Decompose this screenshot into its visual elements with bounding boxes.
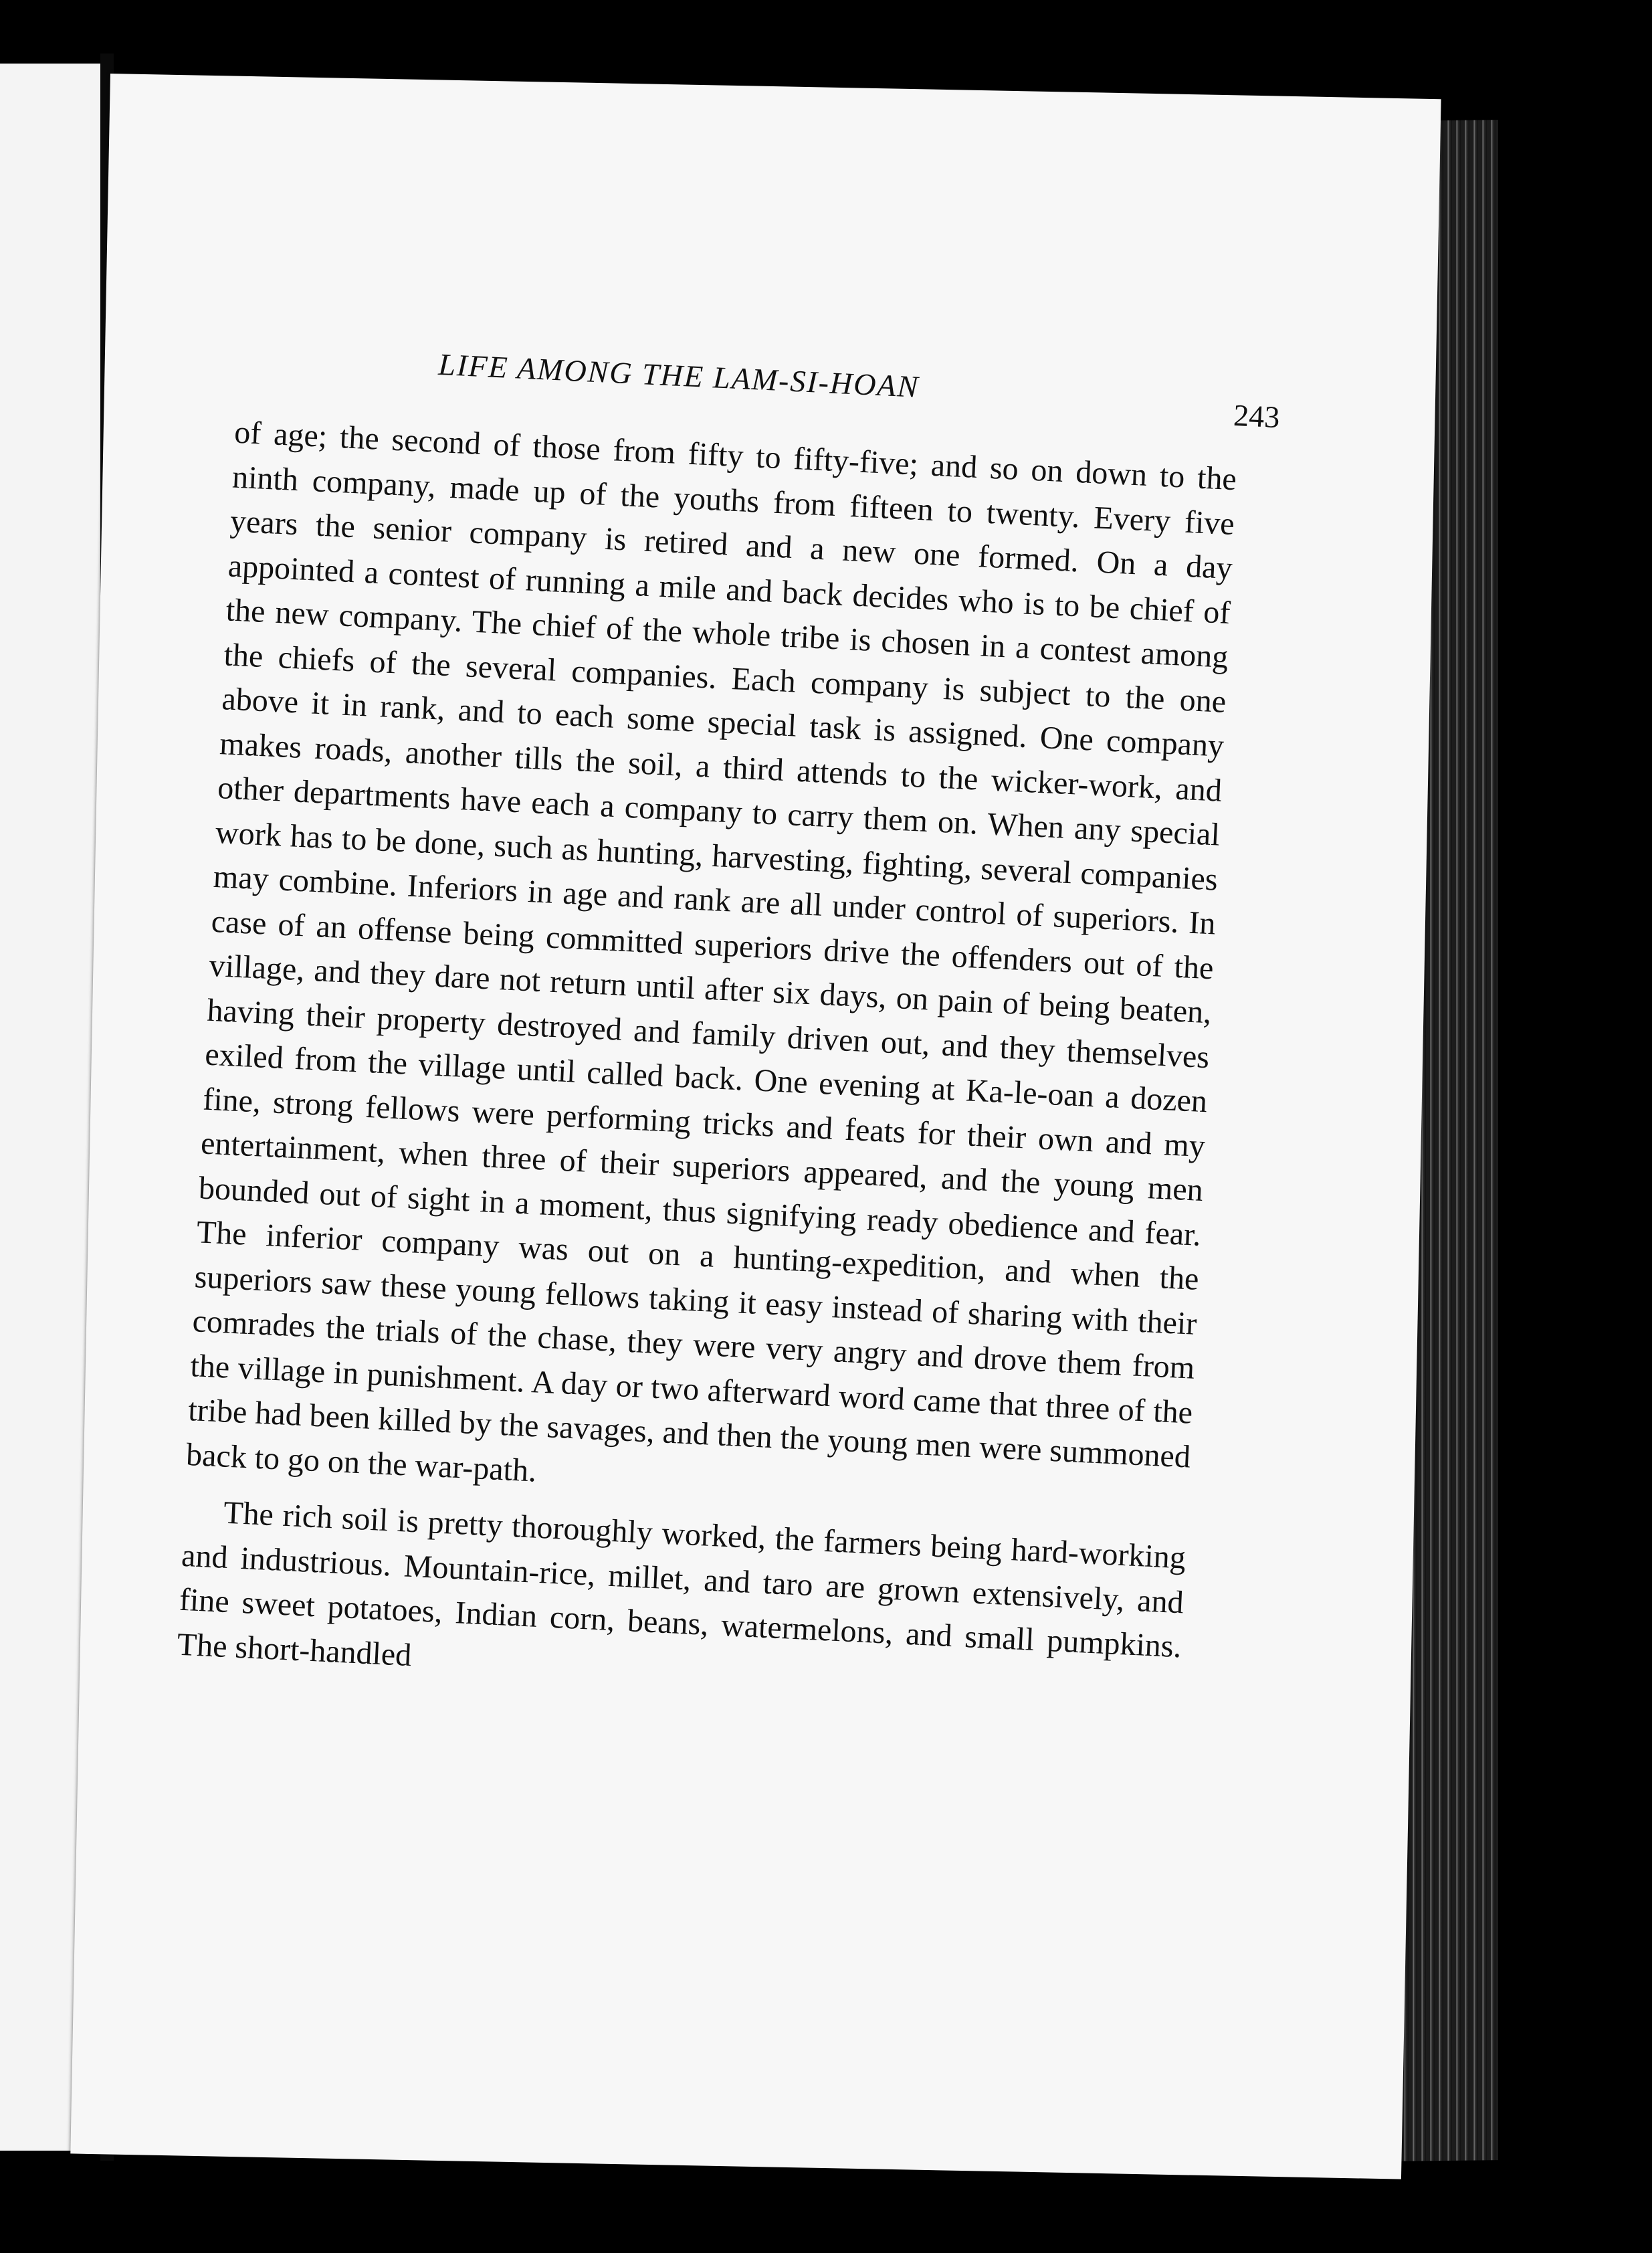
page-number: 243	[1233, 397, 1281, 435]
body-text	[176, 411, 1237, 1715]
text-block	[176, 330, 1281, 1714]
running-head-title: LIFE AMONG THE LAM-SI-HOAN	[437, 347, 920, 404]
paragraph-1: of age; the second of those from fifty to fifty-five; and so on down to the ninth company, made up of the youths from fifteen to twenty. Every five years the senior company is retired and a new one formed. On a day appointed a contest of running a mile and back decides who is to be chief of the new company. The chief of the whole tribe is chosen in a contest among the chiefs of the several companies. Each company is subject to the one above it in rank, and to each some special task is assigned. One company makes roads, another tills the soil, a third attends to the wicker-work, and other departments have each a company to carry them on. When any special work has to be done, such as hunting, harvesting, fighting, several companies may combine. Inferiors in age and rank are all under control of superiors. In case of an offense being committed superiors drive the offenders out of the village, and they dare not return until after six days, on pain of being beaten, having their property destroyed and family driven out, and they themselves exiled from the village until called back. One evening at Ka-le-oan a dozen fine, strong fellows were performing tricks and feats for their own and my entertainment, when three of their superiors appeared, and the young men bounded out of sight in a moment, thus signifying ready obedience and fear. The inferior company was out on a hunting-expedition, and when the superiors saw these young fellows taking it easy instead of sharing with their comrades the trials of the chase, they were very angry and drove them from the village in punishment. A day or two afterward word came that three of the tribe had been killed by the savages, and then the young men were summoned back to go on the war-path.	[185, 414, 1238, 1489]
paragraph-2: The rich soil is pretty thoroughly worked, the farmers being hard-working and industrious. Mountain-rice, millet, and taro are grown extensively, and fine sweet potatoes, Indian corn, beans, watermelons, and small pumpkins. The short-handled	[176, 1494, 1187, 1673]
book-page	[70, 74, 1441, 2179]
